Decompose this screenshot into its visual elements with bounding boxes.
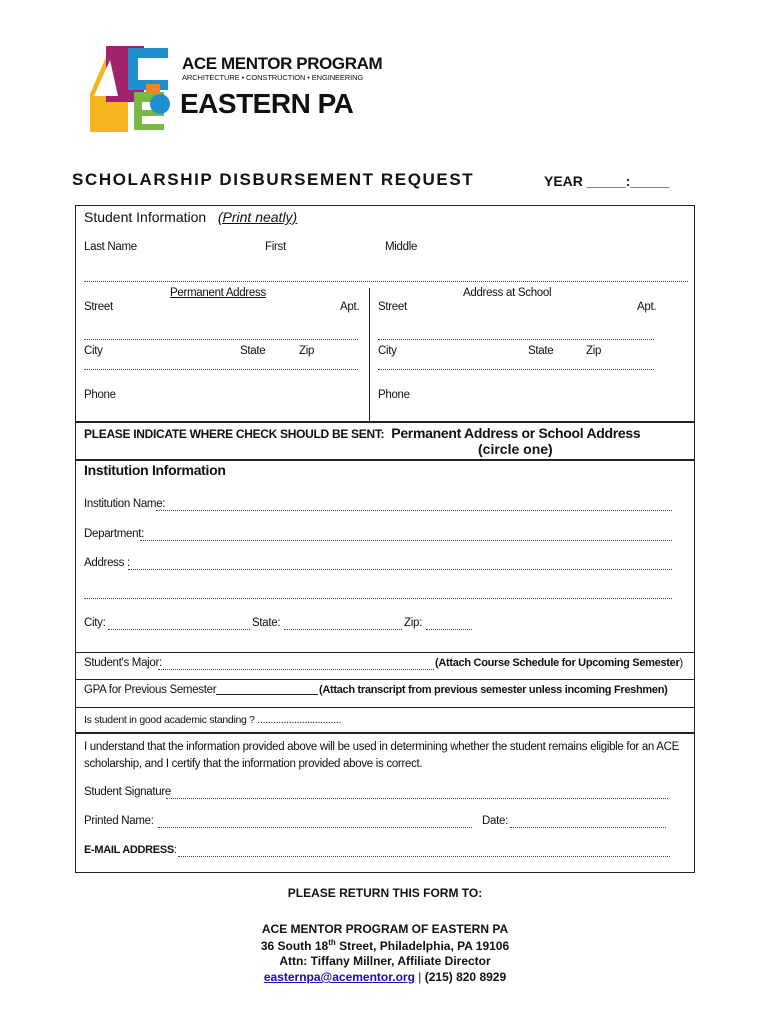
inst-city-line[interactable] — [108, 629, 250, 630]
ace-logo — [88, 44, 178, 132]
form-title: SCHOLARSHIP DISBURSEMENT REQUEST — [72, 170, 475, 189]
date-label: Date: — [482, 815, 508, 827]
student-info-heading — [84, 209, 297, 225]
school-city-label: City — [378, 345, 397, 357]
student-info-title: Student Information — [84, 209, 207, 225]
inst-state-label: State: — [252, 617, 281, 629]
logo-region: EASTERN PA — [180, 88, 354, 119]
inst-zip-label: Zip: — [404, 617, 422, 629]
certification-text: I understand that the information provided above will be used in determining whether the student remains eligible for an ACE scholarship, and I certify that the information provided above is correct. — [84, 741, 680, 770]
email-label-colon: : — [173, 844, 177, 856]
perm-city-label: City — [84, 345, 103, 357]
name-line[interactable] — [84, 281, 688, 282]
print-neatly-note: (Print neatly) — [217, 209, 298, 225]
major-note-paren: ) — [679, 657, 683, 669]
contact-phone: (215) 820 8929 — [424, 970, 507, 984]
date-line[interactable] — [510, 827, 666, 828]
return-attn: Attn: Tiffany Millner, Affiliate Director — [279, 954, 491, 968]
check-prompt — [84, 425, 640, 441]
return-org: ACE MENTOR PROGRAM OF EASTERN PA — [261, 922, 509, 936]
logo-tagline: ARCHITECTURE • CONSTRUCTION • ENGINEERING — [182, 73, 364, 82]
inst-state-line[interactable] — [284, 629, 402, 630]
gpa-line[interactable] — [216, 694, 318, 695]
last-name-label: Last Name — [84, 241, 137, 253]
contact-email-link[interactable]: easternpa@acementor.org — [263, 970, 415, 984]
department-label: Department: — [84, 528, 144, 540]
institution-name-line[interactable] — [156, 510, 672, 511]
perm-apt-label: Apt. — [340, 301, 360, 313]
email-line[interactable] — [178, 856, 670, 857]
gpa-label: GPA for Previous Semester — [84, 684, 217, 696]
signature-label: Student Signature — [84, 786, 171, 798]
return-street — [0, 938, 770, 953]
email-label — [84, 844, 177, 856]
school-address-label: Address at School — [463, 287, 552, 299]
school-apt-label: Apt. — [637, 301, 657, 313]
inst-city-label: City: — [84, 617, 106, 629]
first-name-label: First — [265, 241, 286, 253]
street-sup: th — [328, 938, 336, 947]
address-line-2[interactable] — [84, 598, 672, 599]
permanent-address-label: Permanent Address — [170, 287, 266, 299]
check-options[interactable]: Permanent Address or School Address — [391, 425, 641, 441]
major-note — [435, 657, 683, 669]
perm-city-line[interactable] — [84, 369, 358, 370]
contact-separator: | — [414, 970, 425, 984]
address-label: Address : — [84, 557, 130, 569]
signature-line[interactable] — [166, 798, 668, 799]
street-text: 36 South 18 — [260, 939, 329, 953]
return-contact — [0, 970, 770, 984]
good-standing-label[interactable]: Is student in good academic standing ? ................................ — [84, 714, 342, 726]
perm-state-label: State — [240, 345, 266, 357]
school-zip-label: Zip — [586, 345, 602, 357]
major-note-text: (Attach Course Schedule for Upcoming Semester — [435, 657, 680, 669]
circle-one-note: (circle one) — [478, 441, 553, 457]
perm-street-label: Street — [84, 301, 113, 313]
logo-program-name: ACE MENTOR PROGRAM — [182, 54, 383, 73]
year-field[interactable]: YEAR _____:_____ — [544, 173, 670, 189]
major-line[interactable] — [158, 669, 434, 670]
school-phone-label: Phone — [378, 389, 410, 401]
perm-zip-label: Zip — [299, 345, 315, 357]
perm-street-line[interactable] — [84, 339, 358, 340]
institution-name-label: Institution Name: — [84, 498, 166, 510]
institution-heading: Institution Information — [84, 462, 226, 478]
inst-zip-line[interactable] — [426, 629, 472, 630]
school-street-line[interactable] — [378, 339, 654, 340]
address-line-1[interactable] — [128, 569, 672, 570]
school-street-label: Street — [378, 301, 407, 313]
ace-logo-graphic — [88, 44, 178, 132]
major-label: Student's Major: — [84, 657, 162, 669]
printed-name-label: Printed Name: — [84, 815, 154, 827]
department-line[interactable] — [140, 540, 672, 541]
check-prompt-text: PLEASE INDICATE WHERE CHECK SHOULD BE SENT: — [84, 427, 385, 441]
printed-name-line[interactable] — [158, 827, 472, 828]
perm-phone-label: Phone — [84, 389, 116, 401]
school-city-line[interactable] — [378, 369, 654, 370]
street-text-rest: Street, Philadelphia, PA 19106 — [335, 939, 510, 953]
return-heading: PLEASE RETURN THIS FORM TO: — [287, 886, 483, 900]
gpa-note: (Attach transcript from previous semester unless incoming Freshmen) — [319, 684, 668, 696]
middle-name-label: Middle — [385, 241, 418, 253]
school-state-label: State — [528, 345, 554, 357]
email-label-text: E-MAIL ADDRESS — [84, 844, 174, 856]
